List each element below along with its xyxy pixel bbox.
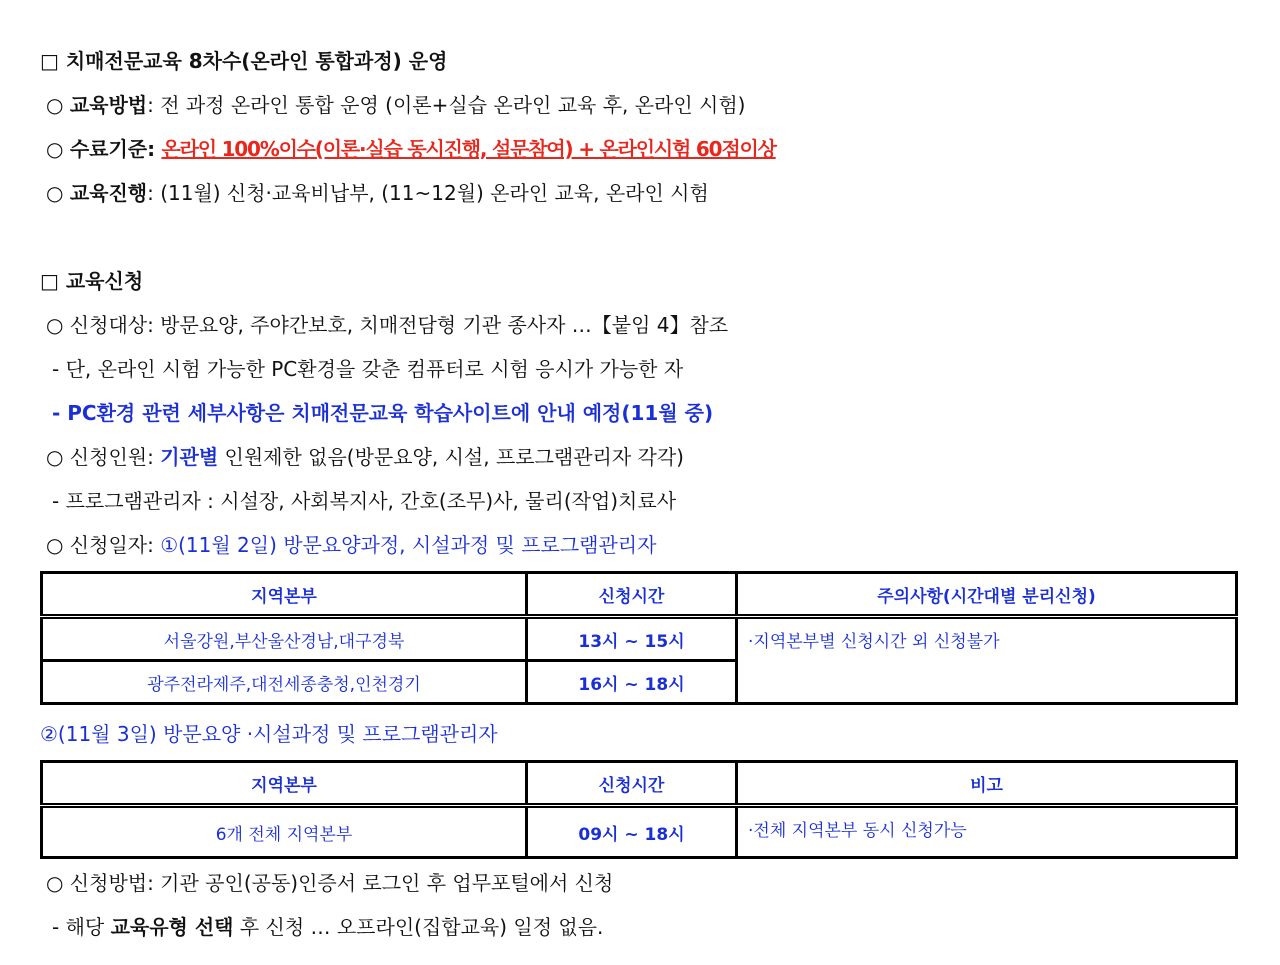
- method-label: 교육방법: [69, 93, 148, 117]
- region-cell: 서울강원,부산울산경남,대구경북: [42, 617, 527, 661]
- header-region: 지역본부: [42, 573, 527, 617]
- region-cell: 광주전라제주,대전세종충청,인천경기: [42, 661, 527, 704]
- note-cell: ·전체 지역본부 동시 신청가능: [737, 806, 1237, 858]
- target-note: - 단, 온라인 시험 가능한 PC환경을 갖춘 컴퓨터로 시험 응시가 가능한 자: [52, 357, 684, 381]
- section2-title: □ 교육신청: [40, 269, 144, 293]
- type-highlight: 교육유형 선택: [110, 915, 234, 939]
- personnel-rest: 인원제한 없음(방문요양, 시설, 프로그램관리자 각각): [218, 445, 684, 469]
- region-cell: 6개 전체 지역본부: [42, 806, 527, 858]
- date2: ②(11월 3일) 방문요양 ·시설과정 및 프로그램관리자: [40, 722, 498, 746]
- completion-line: ○ 수료기준: 온라인 100%이수(이론·실습 동시진행, 설문참여) + 온라인시험 60점이상: [46, 137, 776, 161]
- completion-value: 온라인 100%이수(이론·실습 동시진행, 설문참여) + 온라인시험 60점이상: [161, 137, 776, 161]
- table-header-row: [42, 573, 1237, 617]
- schedule-table-2: [40, 760, 1238, 859]
- time-cell: 09시 ~ 18시: [527, 806, 737, 858]
- completion-label: 수료기준:: [69, 137, 156, 161]
- header-note: 주의사항(시간대별 분리신청): [737, 573, 1237, 617]
- date1: ①(11월 2일) 방문요양과정, 시설과정 및 프로그램관리자: [160, 533, 657, 557]
- type-prefix: - 해당: [52, 915, 111, 939]
- time-cell: 13시 ~ 15시: [527, 617, 737, 661]
- type-line: [52, 913, 603, 941]
- pc-note: - PC환경 관련 세부사항은 치매전문교육 학습사이트에 안내 예정(11월 중): [52, 401, 714, 425]
- apply-method-line: ○ 신청방법: 기관 공인(공동)인증서 로그인 후 업무포털에서 신청: [46, 871, 614, 895]
- progress-line: ○ 교육진행: (11월) 신청·교육비납부, (11~12월) 온라인 교육, 온라인 시험: [46, 181, 709, 205]
- type-rest: 후 신청 … 오프라인(집합교육) 일정 없음.: [233, 915, 604, 939]
- progress-label: 교육진행: [69, 181, 148, 205]
- header-note: 비고: [737, 762, 1237, 806]
- section1-title: □ 치매전문교육 8차수(온라인 통합과정) 운영: [40, 49, 448, 73]
- schedule-table-1: [40, 571, 1238, 705]
- progress-value: : (11월) 신청·교육비납부, (11~12월) 온라인 교육, 온라인 시험: [147, 181, 709, 205]
- method-value: : 전 과정 온라인 통합 운영 (이론+실습 온라인 교육 후, 온라인 시험): [147, 93, 746, 117]
- table-header-row: [42, 762, 1237, 806]
- personnel-line: [46, 443, 684, 471]
- date-line: [46, 531, 656, 559]
- time-cell: 16시 ~ 18시: [527, 661, 737, 704]
- method-line: ○ 교육방법: 전 과정 온라인 통합 운영 (이론+실습 온라인 교육 후, 온라인 시험): [46, 93, 746, 117]
- manager-note: - 프로그램관리자 : 시설장, 사회복지사, 간호(조무)사, 물리(작업)치료사: [52, 489, 677, 513]
- note-cell: ·지역본부별 신청시간 외 신청불가: [737, 617, 1237, 704]
- target-line: ○ 신청대상: 방문요양, 주야간보호, 치매전담형 기관 종사자 …【붙임 4】참조: [46, 313, 729, 337]
- personnel-prefix: ○ 신청인원:: [46, 445, 161, 469]
- date-prefix: ○ 신청일자:: [46, 533, 161, 557]
- personnel-highlight: 기관별: [160, 445, 219, 469]
- table-row: [42, 806, 1237, 858]
- header-time: 신청시간: [527, 762, 737, 806]
- header-time: 신청시간: [527, 573, 737, 617]
- header-region: 지역본부: [42, 762, 527, 806]
- table-row: [42, 617, 1237, 661]
